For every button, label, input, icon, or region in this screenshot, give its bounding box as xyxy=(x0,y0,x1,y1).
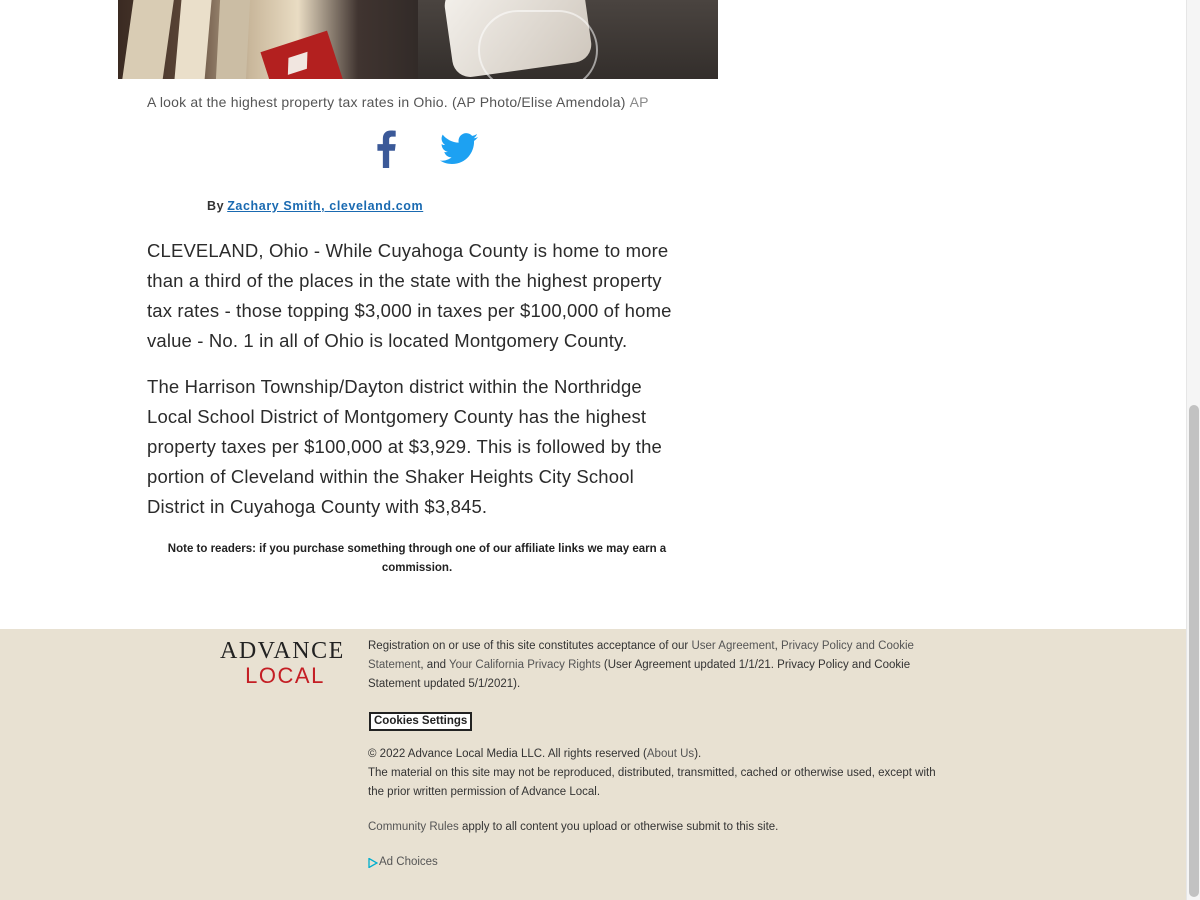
community-rules-text: apply to all content you upload or otherwise submit to this site. xyxy=(461,821,779,833)
article-paragraph-1: CLEVELAND, Ohio - While Cuyahoga County is home to more than a third of the places in the state with the highest property tax rates - those topping $3,000 in taxes per $100,000 of home value - No. 1 in all of Ohio is located Montgomery County. xyxy=(147,240,672,351)
logo-text-advance: ADVANCE xyxy=(220,638,345,664)
update-dates-text: (User Agreement updated 1/1/21. Privacy Policy and Cookie Statement updated 5/1/2021). xyxy=(368,659,911,690)
registration-text: Registration on or use of this site constitutes acceptance of our xyxy=(368,640,689,652)
social-share-bar xyxy=(370,130,478,168)
author-link[interactable]: Zachary Smith, cleveland.com xyxy=(227,199,424,213)
and-text: , and xyxy=(420,659,446,671)
facebook-icon xyxy=(370,130,400,168)
scrollbar-thumb[interactable] xyxy=(1189,405,1199,897)
affiliate-note: Note to readers: if you purchase something through one of our affiliate links we may earn a commission. xyxy=(167,543,667,574)
california-privacy-link[interactable]: Your California Privacy Rights xyxy=(449,659,601,671)
cookies-settings-button[interactable]: Cookies Settings xyxy=(369,712,472,731)
ad-choices-label: Ad Choices xyxy=(379,856,438,868)
privacy-policy-link[interactable]: Privacy Policy and Cookie Statement xyxy=(368,640,914,671)
twitter-icon xyxy=(440,132,478,166)
ad-choices-link[interactable] xyxy=(368,853,438,872)
advance-local-logo[interactable] xyxy=(220,640,350,688)
twitter-share-button[interactable] xyxy=(440,132,478,166)
copyright-text: © 2022 Advance Local Media LLC. All rights reserved ( xyxy=(368,748,647,760)
community-rules-notice xyxy=(368,818,948,837)
comma-separator: , xyxy=(774,640,778,652)
image-caption xyxy=(147,94,707,110)
caption-text: A look at the highest property tax rates in Ohio. (AP Photo/Elise Amendola) xyxy=(147,94,626,110)
registration-notice xyxy=(368,637,948,694)
ad-choices-icon xyxy=(368,858,378,868)
article-paragraph-2: The Harrison Township/Dayton district within the Northridge Local School District of Montgomery County has the highest property taxes per $100,000 at $3,929. This is followed by the portion of Cleveland within the Shaker Heights City School District in Cuyahoga County with $3,845. xyxy=(147,376,662,517)
image-credit: AP xyxy=(629,94,649,110)
vertical-scrollbar[interactable] xyxy=(1186,0,1200,900)
byline xyxy=(207,199,423,213)
user-agreement-link[interactable]: User Agreement xyxy=(691,640,775,652)
about-us-link[interactable]: About Us xyxy=(646,748,695,760)
copyright-notice xyxy=(368,745,948,802)
byline-prefix: By xyxy=(207,199,225,213)
facebook-share-button[interactable] xyxy=(370,130,400,168)
community-rules-link[interactable]: Community Rules xyxy=(368,821,459,833)
rights-text: The material on this site may not be reproduced, distributed, transmitted, cached or otherwise used, except with the prior written permission of Advance Local. xyxy=(368,767,936,798)
article-hero-image[interactable] xyxy=(118,0,718,79)
copyright-suffix: ). xyxy=(694,748,702,760)
logo-text-local: LOCAL xyxy=(245,663,325,688)
